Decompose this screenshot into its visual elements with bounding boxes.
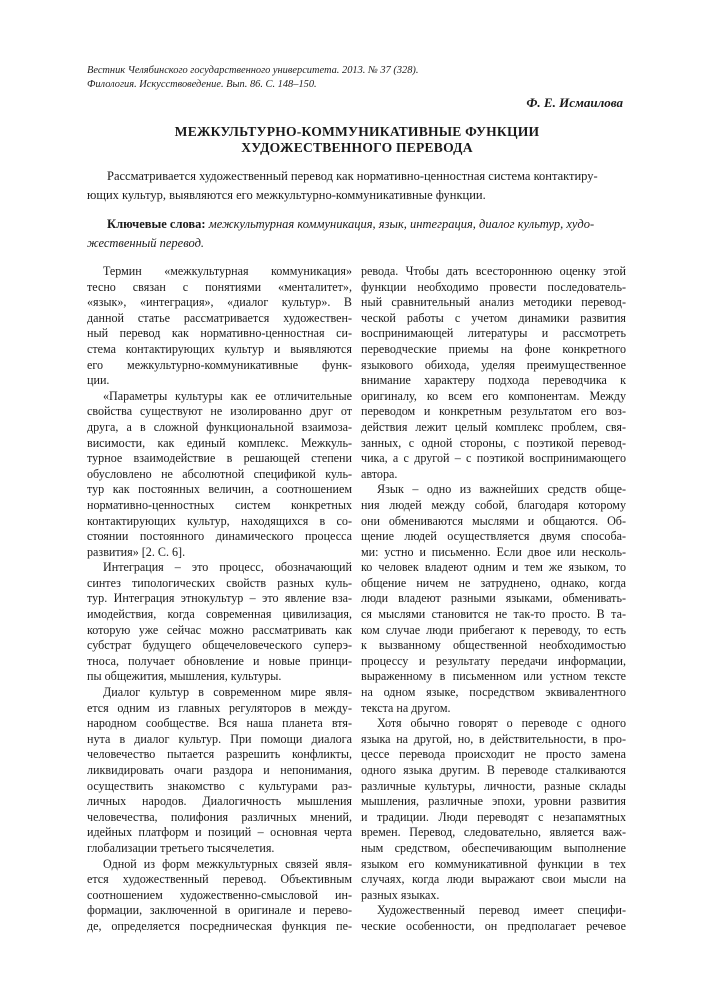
body-text-line: Диалог культур в современном мире явля- <box>103 685 352 700</box>
body-text-line: тур. Интеграция этнокультур – это явление вза- <box>87 591 352 606</box>
keywords-label: Ключевые слова: <box>107 217 206 231</box>
body-text-line: воспринимающей литературы и рассмотреть <box>361 326 626 341</box>
body-text-line: мышления, различные эпохи, уровни развития <box>361 794 626 809</box>
body-text-line: люди владеют разными языками, обменивать- <box>361 591 626 606</box>
body-text-line: языкового обихода, уделяя преимущественное <box>361 357 626 372</box>
body-text-line: языка на другой, но, в действительности, в про- <box>361 731 626 746</box>
body-text-line: ния людей между собой, благодаря которому <box>361 497 626 512</box>
body-text-line: ется одним из главных регуляторов в между- <box>87 700 352 715</box>
body-text-line: занных, с одной стороны, с поэтикой перевод- <box>361 435 626 450</box>
journal-header <box>87 64 627 91</box>
body-text-line: «Параметры культуры как ее отличительные <box>103 388 352 403</box>
body-text-line: ется художественный перевод. Объективным <box>87 872 352 887</box>
body-text-line: турное взаимодействие в решающей степени <box>87 451 352 466</box>
body-text-line: личных народов. Диалогичность мышления <box>87 794 352 809</box>
body-text-line: свойства существуют не изолированно друг от <box>87 404 352 419</box>
abstract <box>87 167 627 204</box>
body-column-right <box>361 264 626 935</box>
body-text-line: переводческие приемы на фоне конкретного <box>361 341 626 356</box>
title-line-1: МЕЖКУЛЬТУРНО-КОММУНИКАТИВНЫЕ ФУНКЦИИ <box>174 124 540 139</box>
body-text-line: переводом и конкретным результатом его воз- <box>361 404 626 419</box>
body-text-line: ным средством, обеспечивающим выполнение <box>361 840 626 855</box>
body-text-line: обусловлено не абсолютной спецификой куль- <box>87 466 352 481</box>
body-text-line: синтез типологических свойств разных куль- <box>87 575 352 590</box>
body-text-line: «язык», «интеграция», «диалог культур». В <box>87 295 352 310</box>
body-text-line: ми: устно и письменно. Если двое или несколь- <box>361 544 626 559</box>
abstract-line-1: Рассматривается художественный перевод как нормативно-ценностная система контактиру- <box>107 169 598 183</box>
body-text-line: де, определяется посредническая функция пе- <box>87 918 352 933</box>
keywords <box>87 215 627 252</box>
body-text-line: формации, заключенной в оригинале и перево- <box>87 903 352 918</box>
body-text-line: различные культуры, личности, разные склады <box>361 778 626 793</box>
body-text-line: развития» [2. С. 6]. <box>87 544 186 559</box>
body-text-line: времен. Перевод, следовательно, является важ- <box>361 825 626 840</box>
body-text-line: глобализации третьего тысячелетия. <box>87 840 275 855</box>
body-text-line: щение людей осуществляется двумя способа- <box>361 529 626 544</box>
body-text-line: стема контактирующих культур и выявляются <box>87 341 352 356</box>
body-text-line: ческой работы с учетом динамики развития <box>361 310 626 325</box>
body-text-line: ный перевод как нормативно-ценностная си- <box>87 326 352 341</box>
body-text-line: ся мыслями становится не так-то просто. В та- <box>361 607 626 622</box>
body-text-line: ревода. Чтобы дать всестороннюю оценку этой <box>361 264 626 278</box>
body-text-line: Интеграция – это процесс, обозначающий <box>103 560 352 575</box>
body-text-line: ком случае люди прибегают к переводу, то есть <box>361 622 626 637</box>
author-name: Ф. Е. Исмаилова <box>526 95 623 110</box>
body-text-line: функции необходимо провести последователь- <box>361 279 626 294</box>
body-text-line: тноса, получает обновление и новые принци- <box>87 653 352 668</box>
journal-section-line: Филология. Искусствоведение. Вып. 86. С. 148–150. <box>87 78 317 90</box>
article-title <box>87 124 627 155</box>
body-text-line: Язык – одно из важнейших средств обще- <box>377 482 626 497</box>
body-text-line: субстрат будущего общечеловеческого суперэ- <box>87 638 352 653</box>
body-text-line: случаях, когда люди выражают свои мысли на <box>361 872 626 887</box>
body-text-line: человечества, полифония различных мнений, <box>87 809 352 824</box>
title-line-2: ХУДОЖЕСТВЕННОГО ПЕРЕВОДА <box>241 139 473 155</box>
body-text-line: языком его коммуникативной функции в тех <box>361 856 626 871</box>
body-text-line: стоянии постоянного динамического процесса <box>87 529 352 544</box>
body-text-line: цессе перевода происходит не просто замена <box>361 747 626 762</box>
body-text-line: нормативно-ценностных систем конкретных <box>87 497 352 512</box>
body-text-line: которую уже сейчас можно рассматривать как <box>87 622 352 637</box>
abstract-line-2: ющих культур, выявляются его межкультурно-коммуникативные функции. <box>87 187 486 202</box>
body-column-left <box>87 264 352 935</box>
body-text-line: ко человек владеют одним и тем же языком, то <box>361 560 626 575</box>
body-text-line: тур как постоянных величин, а соотношением <box>87 482 352 497</box>
body-text-line: ции. <box>87 373 110 388</box>
body-text-line: они обмениваются мыслями и общаются. Об- <box>361 513 626 528</box>
body-text-line: оригиналу, ко всем его компонентам. Между <box>361 388 626 403</box>
body-text-line: общение ничем не затруднено, однако, когда <box>361 575 626 590</box>
body-text-line: и традиции. Люди переводят с незапамятных <box>361 809 626 824</box>
body-text-line: ный сравнительный анализ методики перевод- <box>361 295 626 310</box>
body-text-line: Художественный перевод имеет специфи- <box>377 903 626 918</box>
body-text-line: чика, а с другой – с поэтикой воспринимающего <box>361 451 626 466</box>
body-text-line: ческие особенности, он предполагает речевое <box>361 918 626 933</box>
body-text-line: пы общежития, мышления, культуры. <box>87 669 282 684</box>
body-text-line: процессу и результату передачи информации, <box>361 653 626 668</box>
body-text-line: идейных платформ и позиций – основная черта <box>87 825 352 840</box>
keywords-line-1 <box>87 215 627 234</box>
body-text-line: нута в диалог культур. При помощи диалога <box>87 731 352 746</box>
body-text-line: выраженному в письменном или устном тексте <box>361 669 626 684</box>
body-text-line: его межкультурно-коммуникативные функ- <box>87 357 352 372</box>
body-text-line: человечество пытается разрешить конфликты, <box>87 747 352 762</box>
body-text-line: контактирующих культур, находящихся в со- <box>87 513 352 528</box>
body-text-line: действия лежит целый комплекс проблем, свя- <box>361 419 626 434</box>
journal-citation-line: Вестник Челябинского государственного университета. 2013. № 37 (328). <box>87 65 419 76</box>
body-text-line: к вызванному общественной необходимостью <box>361 638 626 653</box>
body-text-line: Термин «межкультурная коммуникация» <box>103 264 352 278</box>
body-text-line: одного языка другим. В переводе сталкиваются <box>361 763 626 777</box>
body-text-line: народном сообществе. Вся наша планета втя- <box>87 716 352 731</box>
body-text-line: тесно связан с понятиями «менталитет», <box>87 279 352 294</box>
body-text-line: данной статье рассматривается художествен- <box>87 310 352 325</box>
body-text-line: имодействия, когда современная цивилизация, <box>87 607 352 622</box>
body-text-line: соотношением художественно-смысловой ин- <box>87 887 352 902</box>
body-text-line: ликвидировать очаги раздора и непонимания, <box>87 763 352 777</box>
body-text-line: текста на другом. <box>361 700 451 715</box>
body-text-line: Одной из форм межкультурных связей явля- <box>103 856 352 871</box>
body-text-line: на одном языке, посредством эквивалентного <box>361 685 626 700</box>
body-text-line: друга, а в сложной функциональной взаимоза- <box>87 419 352 434</box>
body-text-line: висимости, как единый комплекс. Межкуль- <box>87 435 352 450</box>
body-text-line: разных языках. <box>361 887 440 902</box>
keywords-line-2: жественный перевод. <box>87 235 205 250</box>
body-text-line: Хотя обычно говорят о переводе с одного <box>377 716 626 731</box>
keywords-text-1: межкультурная коммуникация, язык, интеграция, диалог культур, худо- <box>205 217 595 231</box>
body-text-line: внимание характеру подхода переводчика к <box>361 373 626 388</box>
body-text-line: осуществить знакомство с культурами раз- <box>87 778 352 793</box>
body-text-line: автора. <box>361 466 398 481</box>
